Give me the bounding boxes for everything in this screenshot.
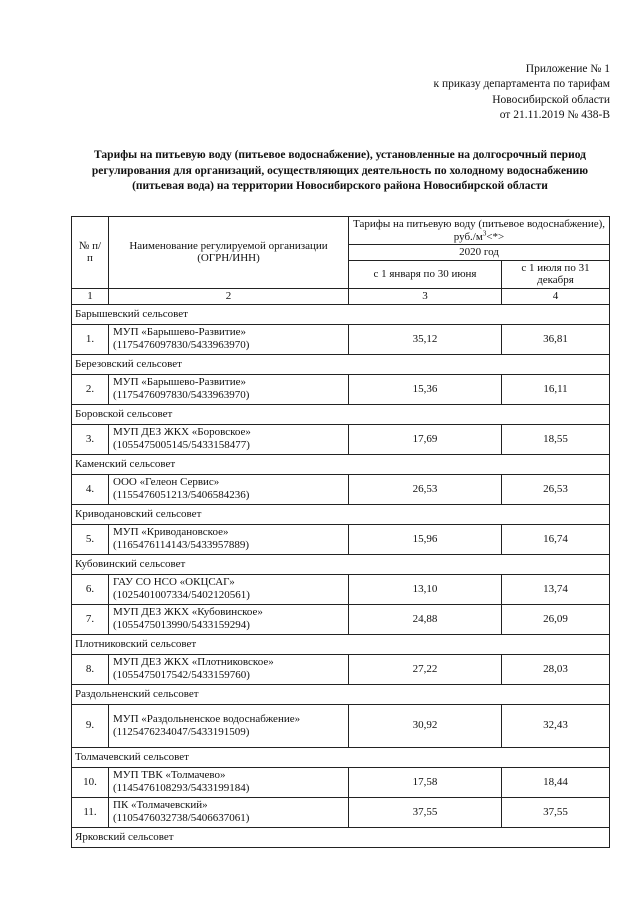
row-organization: МУП ДЕЗ ЖКХ «Кубовинское» (1055475013990/5433159294) <box>109 604 349 634</box>
row-tariff-h1: 35,12 <box>349 324 502 354</box>
row-organization: МУП ДЕЗ ЖКХ «Боровское» (1055475005145/5433158477) <box>109 424 349 454</box>
row-number: 4. <box>72 474 109 504</box>
row-tariff-h2: 26,09 <box>502 604 610 634</box>
row-organization: ПК «Толмачевский» (1105476032738/5406637061) <box>109 797 349 827</box>
row-number: 3. <box>72 424 109 454</box>
section-row: Барышевский сельсовет <box>72 304 610 324</box>
row-tariff-h1: 13,10 <box>349 574 502 604</box>
row-number: 8. <box>72 654 109 684</box>
row-organization: ООО «Гелеон Сервис» (1155476051213/5406584236) <box>109 474 349 504</box>
row-number: 7. <box>72 604 109 634</box>
header-year: 2020 год <box>349 245 610 261</box>
row-tariff-h2: 18,44 <box>502 767 610 797</box>
row-number: 5. <box>72 524 109 554</box>
row-tariff-h2: 28,03 <box>502 654 610 684</box>
row-tariff-h2: 37,55 <box>502 797 610 827</box>
header-period-2: с 1 июля по 31 декабря <box>502 260 610 288</box>
row-tariff-h2: 18,55 <box>502 424 610 454</box>
row-tariff-h2: 16,11 <box>502 374 610 404</box>
appendix-line-2: к приказу департамента по тарифам <box>433 78 610 91</box>
row-tariff-h1: 17,69 <box>349 424 502 454</box>
appendix-line-1: Приложение № 1 <box>525 63 610 75</box>
row-organization: МУП «Барышево-Развитие» (1175476097830/5433963970) <box>109 324 349 354</box>
row-number: 6. <box>72 574 109 604</box>
row-tariff-h2: 13,74 <box>502 574 610 604</box>
section-row: Березовский сельсовет <box>72 354 610 374</box>
section-row: Каменский сельсовет <box>72 454 610 474</box>
section-row: Толмачевский сельсовет <box>72 747 610 767</box>
row-tariff-h1: 37,55 <box>349 797 502 827</box>
row-tariff-h1: 24,88 <box>349 604 502 634</box>
col-number-1: 1 <box>72 288 109 304</box>
header-tariff-text: Тарифы на питьевую воду (питьевое водоснабжение), руб./м <box>353 218 605 243</box>
row-organization: МУП «Криводановское» (1165476114143/5433957889) <box>109 524 349 554</box>
col-number-3: 3 <box>349 288 502 304</box>
row-organization: МУП ДЕЗ ЖКХ «Плотниковское» (1055475017542/5433159760) <box>109 654 349 684</box>
col-number-4: 4 <box>502 288 610 304</box>
row-tariff-h2: 26,53 <box>502 474 610 504</box>
section-row: Ярковский сельсовет <box>72 827 610 847</box>
row-number: 9. <box>72 704 109 747</box>
row-tariff-h1: 26,53 <box>349 474 502 504</box>
row-organization: МУП ТВК «Толмачево» (1145476108293/5433199184) <box>109 767 349 797</box>
row-number: 1. <box>72 324 109 354</box>
section-row: Кубовинский сельсовет <box>72 554 610 574</box>
row-tariff-h2: 36,81 <box>502 324 610 354</box>
header-period-1: с 1 января по 30 июня <box>349 260 502 288</box>
section-row: Криводановский сельсовет <box>72 504 610 524</box>
row-organization: МУП «Барышево-Развитие» (1175476097830/5433963970) <box>109 374 349 404</box>
header-num: № п/п <box>72 217 109 289</box>
appendix-line-3: Новосибирской области <box>492 93 610 106</box>
row-organization: ГАУ СО НСО «ОКЦСАГ» (1025401007334/5402120561) <box>109 574 349 604</box>
section-row: Боровской сельсовет <box>72 404 610 424</box>
row-tariff-h1: 15,96 <box>349 524 502 554</box>
document-title: Тарифы на питьевую воду (питьевое водоснабжение), установленные на долгосрочный период регулирования для организаций, осуществляющих деятельность по холодному водоснабжению (питьевая вода) на территории Новосибирского района Новосибирской области <box>91 149 589 192</box>
tariff-table <box>71 216 610 848</box>
row-number: 11. <box>72 797 109 827</box>
header-tariff <box>349 217 610 245</box>
row-tariff-h1: 27,22 <box>349 654 502 684</box>
col-number-2: 2 <box>109 288 349 304</box>
appendix-line-4: от 21.11.2019 № 438-В <box>499 108 610 121</box>
row-number: 10. <box>72 767 109 797</box>
section-row: Раздольненский сельсовет <box>72 684 610 704</box>
row-organization: МУП «Раздольненское водоснабжение» (1125476234047/5433191509) <box>109 704 349 747</box>
appendix-block <box>350 62 610 123</box>
section-row: Плотниковский сельсовет <box>72 634 610 654</box>
row-tariff-h2: 16,74 <box>502 524 610 554</box>
header-org: Наименование регулируемой организации (ОГРН/ИНН) <box>109 217 349 289</box>
header-tariff-suffix: <*> <box>486 230 505 243</box>
row-tariff-h1: 17,58 <box>349 767 502 797</box>
row-tariff-h1: 15,36 <box>349 374 502 404</box>
row-tariff-h2: 32,43 <box>502 704 610 747</box>
row-number: 2. <box>72 374 109 404</box>
header-tariff-sup: 3 <box>482 228 487 237</box>
row-tariff-h1: 30,92 <box>349 704 502 747</box>
